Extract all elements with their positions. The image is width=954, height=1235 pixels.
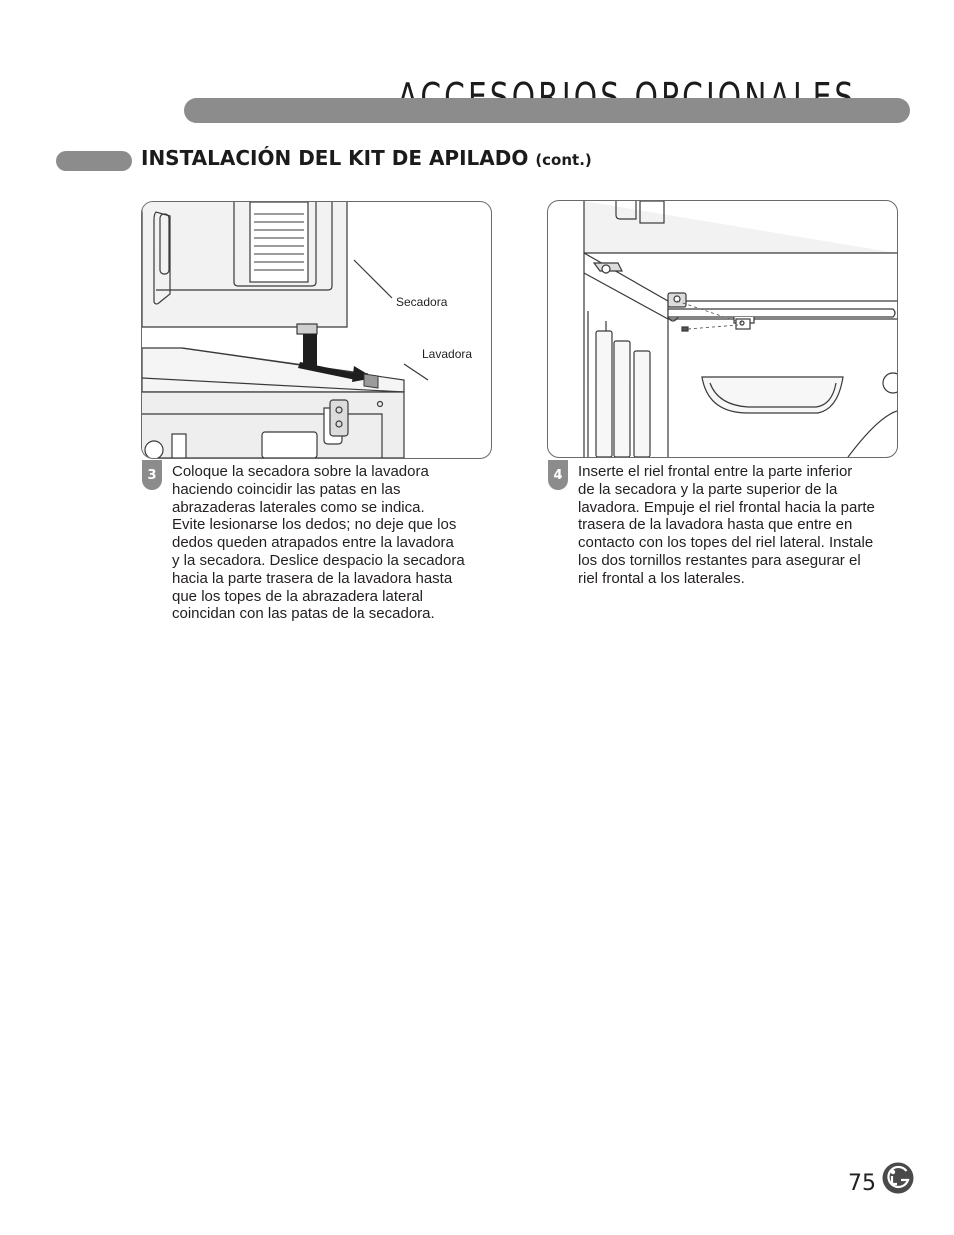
- step-4-line: de la secadora y la parte superior de la: [578, 480, 838, 498]
- section-title-suffix: (cont.): [535, 151, 592, 169]
- step-3-line: Evite lesionarse los dedos; no deje que los: [172, 516, 457, 534]
- lg-logo-icon: [882, 1162, 914, 1194]
- step-4-line: contacto con los topes del riel lateral. Instale: [578, 534, 874, 552]
- step-3-line: hacia la parte trasera de la lavadora hasta: [172, 569, 453, 587]
- step-4-line: Inserte el riel frontal entre la parte inferior: [578, 463, 853, 480]
- step-3-illustration: [141, 201, 492, 459]
- washer-label: Lavadora: [422, 347, 473, 361]
- dryer-label: Secadora: [396, 295, 448, 309]
- section-title: INSTALACIÓN DEL KIT DE APILADO: [141, 146, 529, 170]
- step-3-badge: 3: [142, 460, 162, 490]
- step-3-line: Coloque la secadora sobre la lavadora: [172, 463, 429, 480]
- section-heading: [141, 146, 592, 170]
- step-4-badge: 4: [548, 460, 568, 490]
- step-3-line: haciendo coincidir las patas en las: [172, 480, 401, 498]
- step-4-line: riel frontal a los laterales.: [578, 569, 745, 587]
- front-rail-drawing: [548, 201, 897, 457]
- step-4-line: los dos tornillos restantes para asegurar el: [578, 551, 861, 569]
- step-3-line: que los topes de la abrazadera lateral: [172, 587, 424, 605]
- step-4-line: lavadora. Empuje el riel frontal hacia la parte: [578, 498, 875, 516]
- step-3-line: coincidan con las patas de la secadora.: [172, 605, 435, 623]
- step-3-line: y la secadora. Deslice despacio la secadora: [172, 551, 465, 569]
- title-bar-decoration: [184, 98, 910, 123]
- dryer-on-washer-drawing: [142, 202, 491, 458]
- step-3-line: dedos queden atrapados entre la lavadora: [172, 534, 454, 552]
- step-4-illustration: [547, 200, 898, 458]
- step-4-line: trasera de la lavadora hasta que entre en: [578, 516, 853, 534]
- step-3-line: abrazaderas laterales como se indica.: [172, 498, 425, 516]
- page-number: 75: [848, 1171, 876, 1196]
- step-3-instructions: [172, 463, 492, 623]
- step-4-instructions: [578, 463, 908, 588]
- section-pill-decoration: [56, 151, 132, 171]
